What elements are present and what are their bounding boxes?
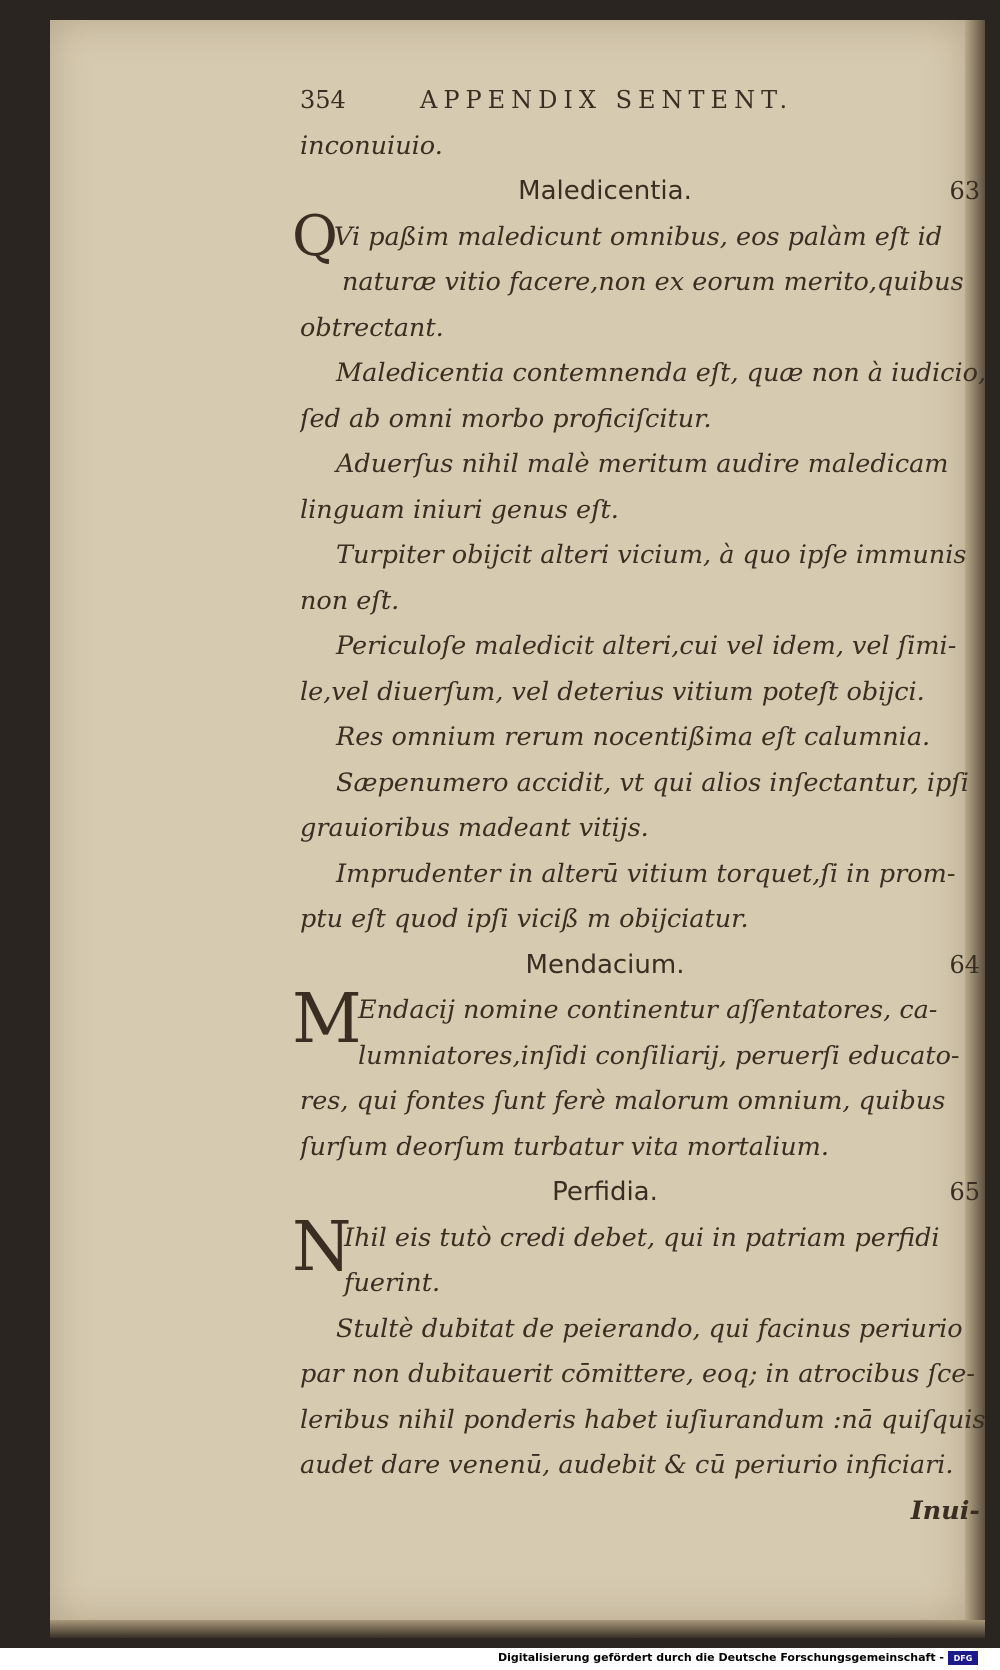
page-number: 354 (300, 86, 346, 114)
text-line: grauioribus madeant vitijs. (300, 813, 649, 843)
text-line: non eſt. (300, 585, 400, 616)
text-line: Maledicentia contemnenda eſt, quæ non à iudicio, (336, 358, 987, 388)
text-line: Sæpenumero accidit, vt qui alios inſectantur, ipſi (336, 767, 969, 798)
text-line: Turpiter obijcit alteri vicium, à quo ipſe immunis (336, 540, 967, 570)
text-line: leribus nihil ponderis habet iuſiurandum :nā quiſquis (300, 1404, 986, 1435)
text-line: linguam iniuri genus eſt. (300, 494, 619, 525)
text-line: Res omnium rerum nocentißima eſt calumnia. (336, 722, 931, 752)
text-line: Aduerſus nihil malè meritum audire maledicam (336, 449, 949, 479)
drop-cap: N (292, 1207, 352, 1287)
section-heading (300, 169, 990, 215)
text-line: Periculoſe maledicit alteri,cui vel idem, vel ſimi- (336, 631, 957, 661)
digitization-footer (0, 1648, 1000, 1670)
drop-cap: Q (292, 203, 338, 269)
section-title: Mendacium. (525, 949, 685, 980)
dfg-logo: DFG (948, 1651, 978, 1665)
text-line: ptu eſt quod ipſi viciß m obijciatur. (300, 904, 749, 934)
text-line: obtrectant. (300, 312, 444, 343)
section-title: Perfidia. (552, 1177, 658, 1207)
text-line: fuerint. (344, 1268, 441, 1298)
section-heading (300, 943, 990, 989)
page-text (292, 78, 990, 1534)
text-line: audet dare venenū, audebit & cū periurio inficiari. (300, 1450, 954, 1480)
catchword: Inui- (910, 1495, 980, 1526)
text-line: naturæ vitio facere,non ex eorum merito,quibus (342, 267, 964, 297)
page-edge-bottom (50, 1620, 985, 1638)
text-line: res, qui fontes ſunt ferè malorum omnium, quibus (300, 1086, 946, 1116)
section-number: 64 (949, 950, 980, 979)
text-line: ſurſum deorſum turbatur vita mortalium. (300, 1131, 829, 1162)
running-header (300, 78, 990, 124)
running-head-title: APPENDIX SENTENT. (420, 86, 794, 114)
text-line: Imprudenter in alterū vitium torquet,ſi in prom- (336, 858, 956, 889)
text-line: Vi paßim maledicunt omnibus, eos palàm eſt id (334, 221, 943, 252)
paragraph-first-line (292, 203, 990, 269)
text-line: inconuiuio. (300, 130, 443, 161)
text-line: Ihil eis tutò credi debet, qui in patriam perfidi (344, 1222, 940, 1253)
footer-credit: Digitalisierung gefördert durch die Deutsche Forschungsgemeinschaft - (497, 1651, 944, 1664)
section-number: 65 (949, 1178, 980, 1206)
text-line: ſed ab omni morbo proficiſcitur. (300, 403, 712, 434)
text-line: le,vel diuerſum, vel deterius vitium poteſt obijci. (300, 676, 925, 707)
text-line: Endacij nomine continentur aſſentatores, ca- (358, 995, 938, 1025)
text-line: lumniatores,inſidi conſiliarij, peruerſi educato- (358, 1040, 960, 1071)
text-line: Stultè dubitat de peierando, qui facinus periurio (336, 1313, 963, 1344)
section-number: 63 (949, 177, 980, 205)
drop-cap: M (292, 980, 362, 1059)
text-line: par non dubitauerit cōmittere, eoq; in atrocibus ſce- (300, 1359, 976, 1389)
section-title: Maledicentia. (518, 176, 692, 206)
section-heading (300, 1170, 990, 1216)
